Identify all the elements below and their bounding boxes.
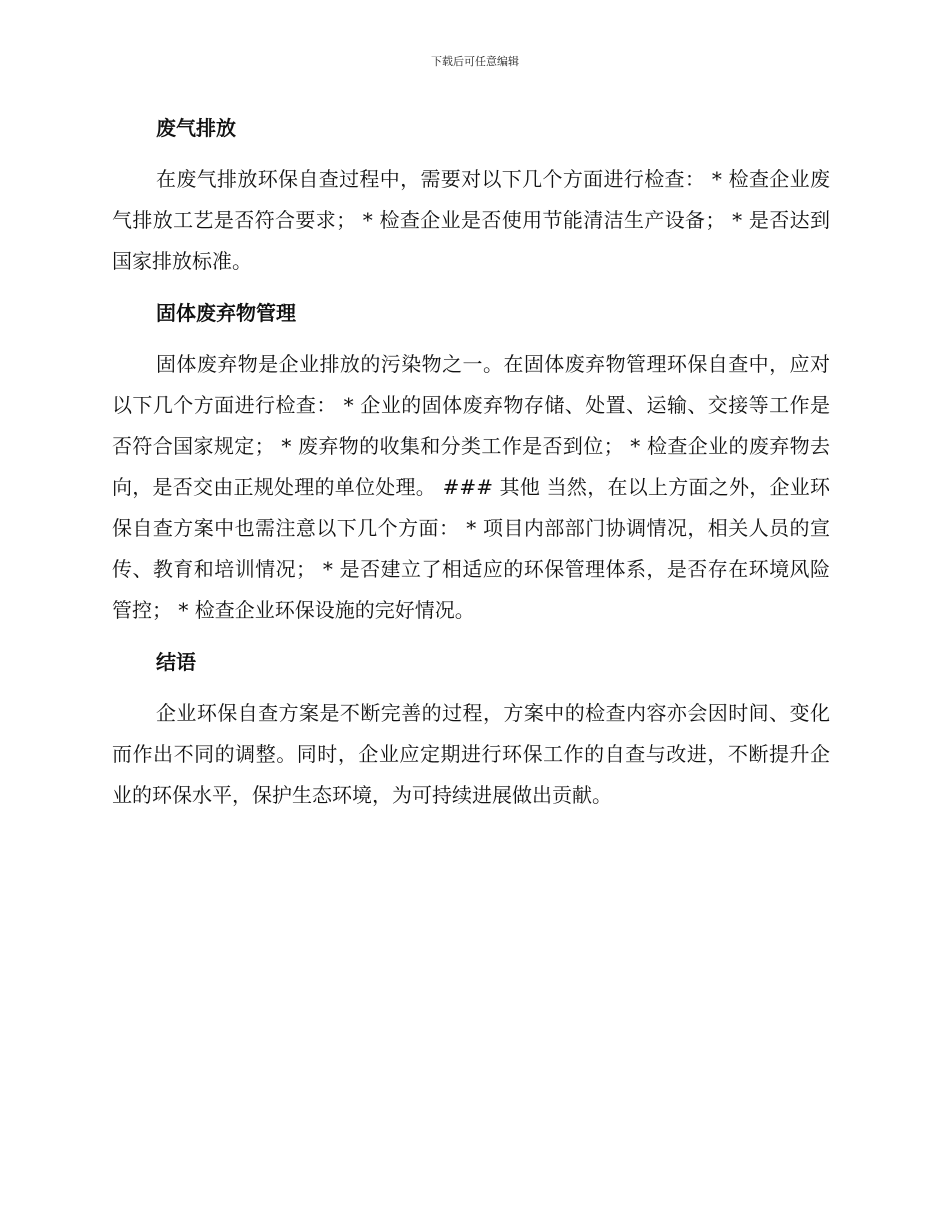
section-exhaust-emission [112, 107, 830, 282]
section-heading: 废气排放 [156, 116, 236, 140]
section-paragraph: 企业环保自查方案是不断完善的过程，方案中的检查内容亦会因时间、变化而作出不同的调整。同时，企业应定期进行环保工作的自查与改进，不断提升企业的环保水平，保护生态环境，为可持续进展做出贡献。 [112, 701, 830, 807]
section-paragraph: 在废气排放环保自查过程中，需要对以下几个方面进行检查： * 检查企业废气排放工艺是否符合要求； * 检查企业是否使用节能清洁生产设备； * 是否达到国家排放标准。 [112, 167, 830, 273]
section-heading: 固体废弃物管理 [156, 301, 296, 325]
section-conclusion [112, 641, 830, 816]
section-heading: 结语 [156, 650, 196, 674]
section-paragraph: 固体废弃物是企业排放的污染物之一。在固体废弃物管理环保自查中，应对以下几个方面进行检查： * 企业的固体废弃物存储、处置、运输、交接等工作是否符合国家规定； * 废弃物的收集和分类工作是否到位； * 检查企业的废弃物去向，是否交由正规处理的单位处理。 ### 其他 当然，在以上方面之外，企业环保自查方案中也需注意以下几个方面： * 项目内部部门协调情况，相关人员的宣传、教育和培训情况； * 是否建立了相适应的环保管理体系，是否存在环境风险管控； * 检查企业环保设施的完好情况。 [112, 352, 830, 622]
section-solid-waste [112, 292, 830, 631]
document-body [112, 107, 830, 826]
header-note: 下载后可任意编辑 [431, 55, 519, 68]
